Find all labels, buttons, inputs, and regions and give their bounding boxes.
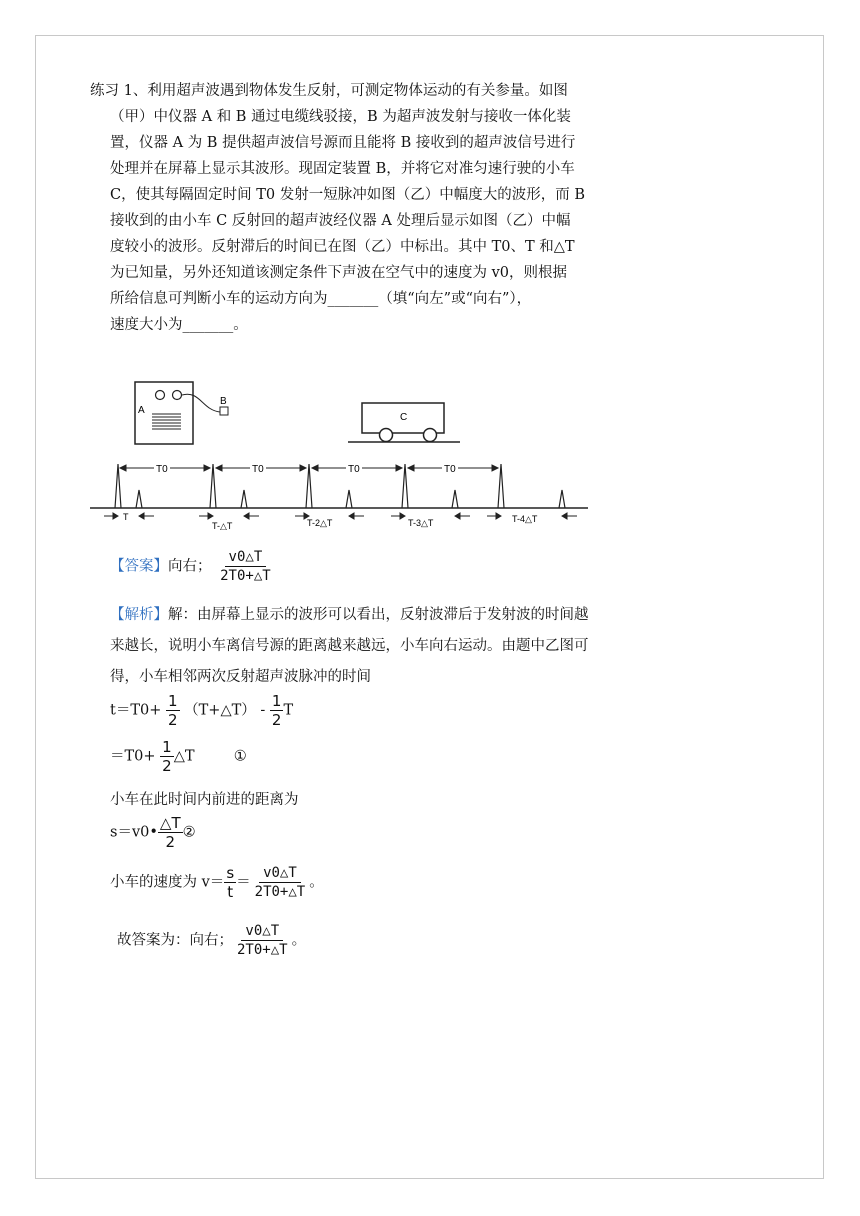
half-fraction: $\frac{1}{2}$ xyxy=(162,738,172,775)
question-line: 所给信息可判断小车的运动方向为_______（填“向左”或“向右”）， xyxy=(110,291,532,307)
question-line: 接收到的由小车 C 反射回的超声波经仪器 A 处理后显示如图（乙）中幅 xyxy=(110,213,571,229)
period-label: T0 xyxy=(252,464,264,475)
apparatus-figure xyxy=(90,380,590,530)
device-b-label: B xyxy=(220,396,227,407)
question-line: （甲）中仪器 A 和 B 通过电缆线驳接，B 为超声波发射与接收一体化装 xyxy=(110,109,571,125)
speed-line xyxy=(110,864,324,901)
half-fraction: $\frac{1}{2}$ xyxy=(167,692,178,729)
delay-label: T-4△T xyxy=(512,514,538,524)
eq-text: T xyxy=(283,702,294,719)
question-line: C，使其每隔固定时间 T0 发射一短脉冲如图（乙）中幅度大的波形，而 B xyxy=(110,187,585,203)
marker-2: ② xyxy=(182,824,196,841)
question-line: 速度大小为_______。 xyxy=(110,317,248,333)
eq-text: 。 xyxy=(309,874,324,891)
period-label: T0 xyxy=(444,464,456,475)
answer-tag: 【答案】 xyxy=(110,558,168,575)
solution-text: 解：由屏幕上显示的波形可以看出，反射波滞后于发射波的时间越来越长，说明小车离信号源的距离越来越远，小车向右运动。由题中乙图可得，小车相邻两次反射超声波脉冲的时间 xyxy=(110,607,589,685)
question-line: 练习 1、利用超声波遇到物体发生反射，可测定物体运动的有关参量。如图 xyxy=(90,83,568,99)
half-fraction: $\frac{1}{2}$ xyxy=(271,692,282,729)
dt-fraction: $\frac{\triangle T}{2}$ xyxy=(159,814,181,851)
equation-1 xyxy=(110,692,293,729)
answer-line xyxy=(110,548,275,585)
fraction-denominator: 2T0+△T xyxy=(220,568,271,584)
speed-fraction: $\frac{v0\triangle T}{2T0+\triangle T}$ xyxy=(254,865,306,900)
car-label: C xyxy=(400,412,408,423)
question-line: 为已知量，另外还知道该测定条件下声波在空气中的速度为 v0，则根据 xyxy=(110,265,568,281)
final-answer-line xyxy=(117,922,306,959)
equation-2 xyxy=(110,738,247,775)
question-line: 处理并在屏幕上显示其波形。现固定装置 B，并将它对准匀速行驶的小车 xyxy=(110,161,575,177)
fraction-numerator: v0△T xyxy=(225,548,267,567)
equation-3 xyxy=(110,814,196,851)
solution-tag: 【解析】 xyxy=(110,607,168,623)
eq-text: 。 xyxy=(291,932,307,949)
delay-label: T-△T xyxy=(212,521,233,530)
question-line: 度较小的波形。反射滞后的时间已在图（乙）中标出。其中 T0、T 和△T xyxy=(110,239,575,255)
distance-text: 小车在此时间内前进的距离为 xyxy=(110,792,299,808)
answer-text: 向右； xyxy=(168,558,212,575)
question-text xyxy=(90,78,590,338)
question-line: 置，仪器 A 为 B 提供超声波信号源而且能将 B 接收到的超声波信号进行 xyxy=(110,135,576,151)
eq-text: t＝T0+ xyxy=(110,702,162,719)
delay-label: T-3△T xyxy=(408,518,434,528)
waveform xyxy=(115,464,565,508)
delay-arrows xyxy=(104,513,577,519)
eq-text: △T xyxy=(173,748,195,765)
final-fraction: $\frac{v0\triangle T}{2T0+\triangle T}$ xyxy=(237,923,288,958)
answer-fraction xyxy=(216,548,275,585)
car-c xyxy=(348,403,460,442)
eq-text: （T+△T） - xyxy=(184,702,266,719)
period-label: T0 xyxy=(156,464,168,475)
eq-text: ＝ xyxy=(236,874,251,891)
eq-text: s＝v0• xyxy=(110,824,158,841)
eq-text: 小车的速度为 v＝ xyxy=(110,874,225,891)
delay-label: T xyxy=(123,512,129,522)
s-over-t: $\frac{s}{t}$ xyxy=(226,864,235,901)
marker-1: ① xyxy=(233,748,247,765)
eq-text: ＝T0+ xyxy=(110,748,156,765)
eq-text: 故答案为：向右； xyxy=(117,932,233,949)
solution-paragraph xyxy=(110,600,590,693)
period-label: T0 xyxy=(348,464,360,475)
delay-label: T-2△T xyxy=(307,518,333,528)
device-a-label: A xyxy=(138,405,145,416)
device-a xyxy=(135,382,228,444)
